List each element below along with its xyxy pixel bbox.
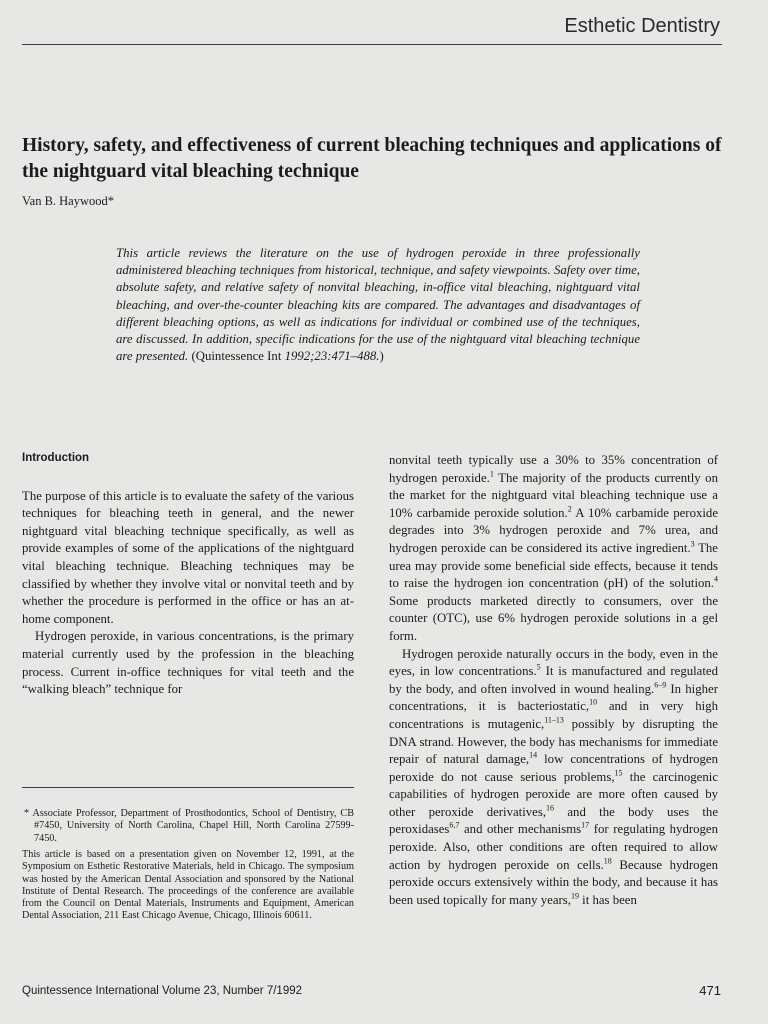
text-run: Some products marketed directly to consumers, over the counter (OTC), use 6% hydrogen peroxide solutions in a gel form. bbox=[389, 593, 718, 643]
footnote-presentation: This article is based on a presentation given on November 12, 1991, at the Symposium on Esthetic Restorative Materials, held in Chicago. The symposium was hosted by the American Dental Association and sponsored by the National Institute of Dental Research. The proceedings of the conference are available from the Council on Dental Materials, Instruments and Equipment, American Dental Association, 211 East Chicago Avenue, Chicago, Illinois 60611. bbox=[22, 849, 354, 922]
left-paragraph-2: Hydrogen peroxide, in various concentrations, is the primary material currently used by the profession in the bleaching process. Current in-office techniques for vital teeth and the “walking bleach” technique for bbox=[22, 629, 354, 697]
footnote-rule bbox=[22, 787, 354, 788]
citation-superscript: 2 bbox=[567, 504, 572, 514]
citation-superscript: 1 bbox=[489, 469, 494, 479]
citation-superscript: 19 bbox=[570, 891, 579, 901]
right-paragraph-2 bbox=[389, 646, 718, 910]
text-run: Because hydrogen peroxide occurs extensively within the body, and because it has been used topically for many years, bbox=[389, 857, 718, 907]
text-run: and the body uses the peroxidases bbox=[389, 804, 718, 837]
citation-superscript: 16 bbox=[546, 803, 555, 813]
footnote-affiliation: * Associate Professor, Department of Prosthodontics, School of Dentistry, CB #7450, University of North Carolina, Chapel Hill, North Carolina 27599-7450. bbox=[24, 808, 354, 844]
text-run: A 10% carbamide peroxide degrades into 3% hydrogen peroxide and 7% urea, and hydrogen peroxide can be considered its active ingredient. bbox=[389, 505, 718, 555]
citation-superscript: 6–9 bbox=[654, 680, 667, 690]
left-paragraph-1: The purpose of this article is to evaluate the safety of the various techniques for bleaching teeth in general, and the newer nightguard vital bleaching technique specifically, as well as provide examples of some of the applications of the nightguard vital bleaching technique. Bleaching techniques may be classified by whether they involve vital or nonvital teeth and by whether the procedure is performed in the office or has an at-home component. bbox=[22, 488, 354, 626]
citation-ref: 1992;23:471–488. bbox=[284, 349, 380, 364]
left-column bbox=[22, 450, 354, 699]
article-author: Van B. Haywood* bbox=[22, 194, 115, 208]
citation-superscript: 11–13 bbox=[544, 715, 564, 725]
right-paragraph-1 bbox=[389, 452, 718, 646]
section-header: Esthetic Dentistry bbox=[564, 15, 720, 37]
citation-superscript: 5 bbox=[536, 662, 541, 672]
text-run: for regulating hydrogen peroxide. Also, other conditions are often required to allow action by hydrogen peroxide on cells. bbox=[389, 822, 718, 872]
text-run: possibly by disrupting the DNA strand. However, the body has mechanisms for immediate repair of natural damage, bbox=[389, 716, 718, 767]
citation-superscript: 6,7 bbox=[449, 821, 460, 831]
citation-close: ) bbox=[379, 349, 384, 364]
citation bbox=[191, 349, 383, 363]
journal-footer: Quintessence International Volume 23, Number 7/1992 bbox=[22, 985, 303, 997]
citation-superscript: 10 bbox=[589, 698, 598, 708]
citation-superscript: 3 bbox=[690, 539, 695, 549]
header-rule bbox=[22, 44, 722, 45]
text-run: It is manufactured and regulated by the body, and often involved in wound healing. bbox=[389, 664, 718, 696]
text-run: nonvital teeth typically use a 30% to 35% concentration of hydrogen peroxide. bbox=[389, 453, 718, 485]
text-run: The majority of the products currently on the market for the nightguard vital bleaching technique use a 10% carbamide peroxide solution. bbox=[389, 470, 718, 520]
page-number: 471 bbox=[699, 983, 721, 998]
citation-superscript: 17 bbox=[581, 821, 590, 831]
text-run: In higher concentrations, it is bacteriostatic, bbox=[389, 681, 718, 714]
citation-superscript: 4 bbox=[714, 574, 718, 584]
text-run: it has been bbox=[578, 892, 637, 907]
citation-superscript: 14 bbox=[529, 750, 538, 760]
citation-superscript: 15 bbox=[614, 768, 623, 778]
text-run: low concentrations of hydrogen peroxide do not cause serious problems, bbox=[389, 752, 718, 784]
right-column bbox=[389, 452, 718, 909]
article-title: History, safety, and effectiveness of current bleaching techniques and applications of the nightguard vital bleaching technique bbox=[22, 135, 722, 182]
citation-open: (Quintessence Int bbox=[191, 349, 285, 364]
text-run: The urea may provide some beneficial side effects, because it tends to raise the hydrogen ion concentration (pH) of the solution. bbox=[389, 540, 718, 591]
abstract bbox=[116, 245, 640, 365]
text-run: and other mechanisms bbox=[459, 822, 582, 837]
text-run: and in very high concentrations is mutagenic, bbox=[389, 699, 718, 731]
text-run: Hydrogen peroxide naturally occurs in the body, even in the eyes, in low concentrations. bbox=[389, 646, 718, 679]
introduction-heading: Introduction bbox=[22, 452, 90, 464]
text-run: the carcinogenic capabilities of hydrogen peroxide are more often caused by other peroxide derivatives, bbox=[389, 769, 718, 819]
citation-superscript: 18 bbox=[603, 856, 612, 866]
abstract-text: This article reviews the literature on the use of hydrogen peroxide in three professionally administered bleaching techniques from historical, technique, and safety viewpoints. Safety over time, absolute safety, and relative safety of nonvital bleaching, in-office vital bleaching, nightguard vital bleaching, and over-the-counter bleaching kits are compared. The advantages and disadvantages of different bleaching options, as well as indications for individual or combined use of the techniques, are discussed. In addition, specific indications for the use of the nightguard vital bleaching technique are presented. bbox=[116, 246, 640, 364]
